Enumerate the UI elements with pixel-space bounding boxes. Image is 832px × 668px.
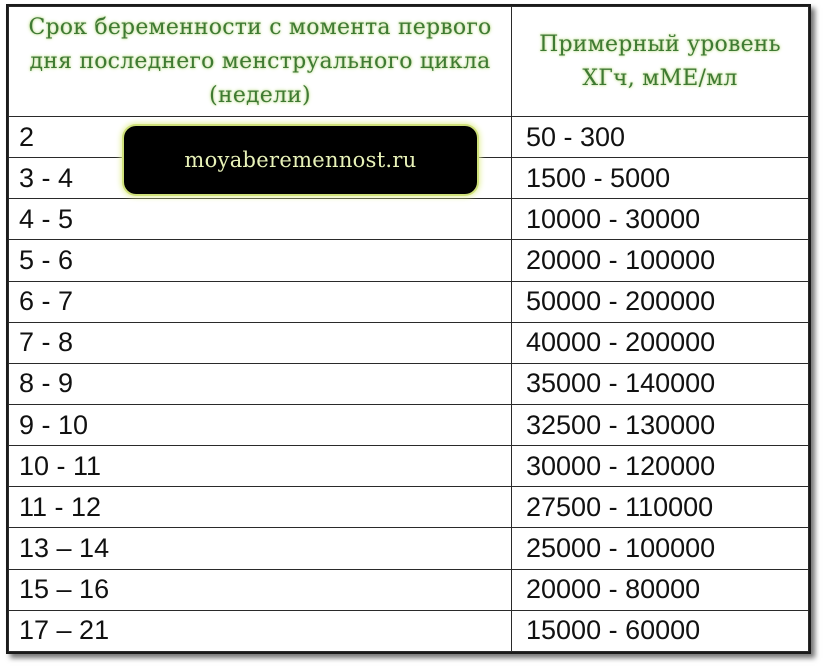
table-row — [9, 199, 809, 240]
cell-level: 20000 - 80000 — [512, 569, 809, 610]
cell-level: 35000 - 140000 — [512, 363, 809, 404]
table-row — [9, 487, 809, 528]
table-row — [9, 322, 809, 363]
cell-weeks: 11 - 12 — [9, 487, 512, 528]
cell-level: 20000 - 100000 — [512, 240, 809, 281]
cell-level: 15000 - 60000 — [512, 610, 809, 651]
cell-weeks: 13 – 14 — [9, 528, 512, 569]
table-row — [9, 446, 809, 487]
table-row — [9, 363, 809, 404]
cell-level: 40000 - 200000 — [512, 322, 809, 363]
cell-weeks: 5 - 6 — [9, 240, 512, 281]
hcg-table-frame — [6, 4, 811, 654]
cell-weeks: 10 - 11 — [9, 446, 512, 487]
cell-weeks: 2 — [9, 117, 512, 158]
table-header — [9, 7, 809, 117]
table-row — [9, 569, 809, 610]
table-row — [9, 528, 809, 569]
cell-weeks: 6 - 7 — [9, 281, 512, 322]
cell-level: 30000 - 120000 — [512, 446, 809, 487]
header-weeks: Срок беременности с момента первого дня последнего менструального цикла (недели) — [9, 7, 512, 117]
cell-weeks: 3 - 4 — [9, 158, 512, 199]
table-body — [9, 117, 809, 652]
cell-weeks: 9 - 10 — [9, 404, 512, 445]
watermark-badge — [124, 126, 477, 194]
cell-weeks: 15 – 16 — [9, 569, 512, 610]
table-row — [9, 240, 809, 281]
header-row — [9, 7, 809, 117]
cell-level: 50000 - 200000 — [512, 281, 809, 322]
cell-level: 1500 - 5000 — [512, 158, 809, 199]
watermark-text: moyaberemennost.ru — [184, 148, 417, 172]
cell-level: 25000 - 100000 — [512, 528, 809, 569]
header-hcg-level: Примерный уровень ХГч, мМЕ/мл — [512, 7, 809, 117]
table-row — [9, 610, 809, 651]
cell-level: 10000 - 30000 — [512, 199, 809, 240]
cell-level: 27500 - 110000 — [512, 487, 809, 528]
cell-weeks: 17 – 21 — [9, 610, 512, 651]
table-row — [9, 404, 809, 445]
cell-weeks: 8 - 9 — [9, 363, 512, 404]
hcg-levels-table — [8, 6, 809, 652]
cell-level: 50 - 300 — [512, 117, 809, 158]
cell-level: 32500 - 130000 — [512, 404, 809, 445]
table-row — [9, 281, 809, 322]
cell-weeks: 4 - 5 — [9, 199, 512, 240]
cell-weeks: 7 - 8 — [9, 322, 512, 363]
